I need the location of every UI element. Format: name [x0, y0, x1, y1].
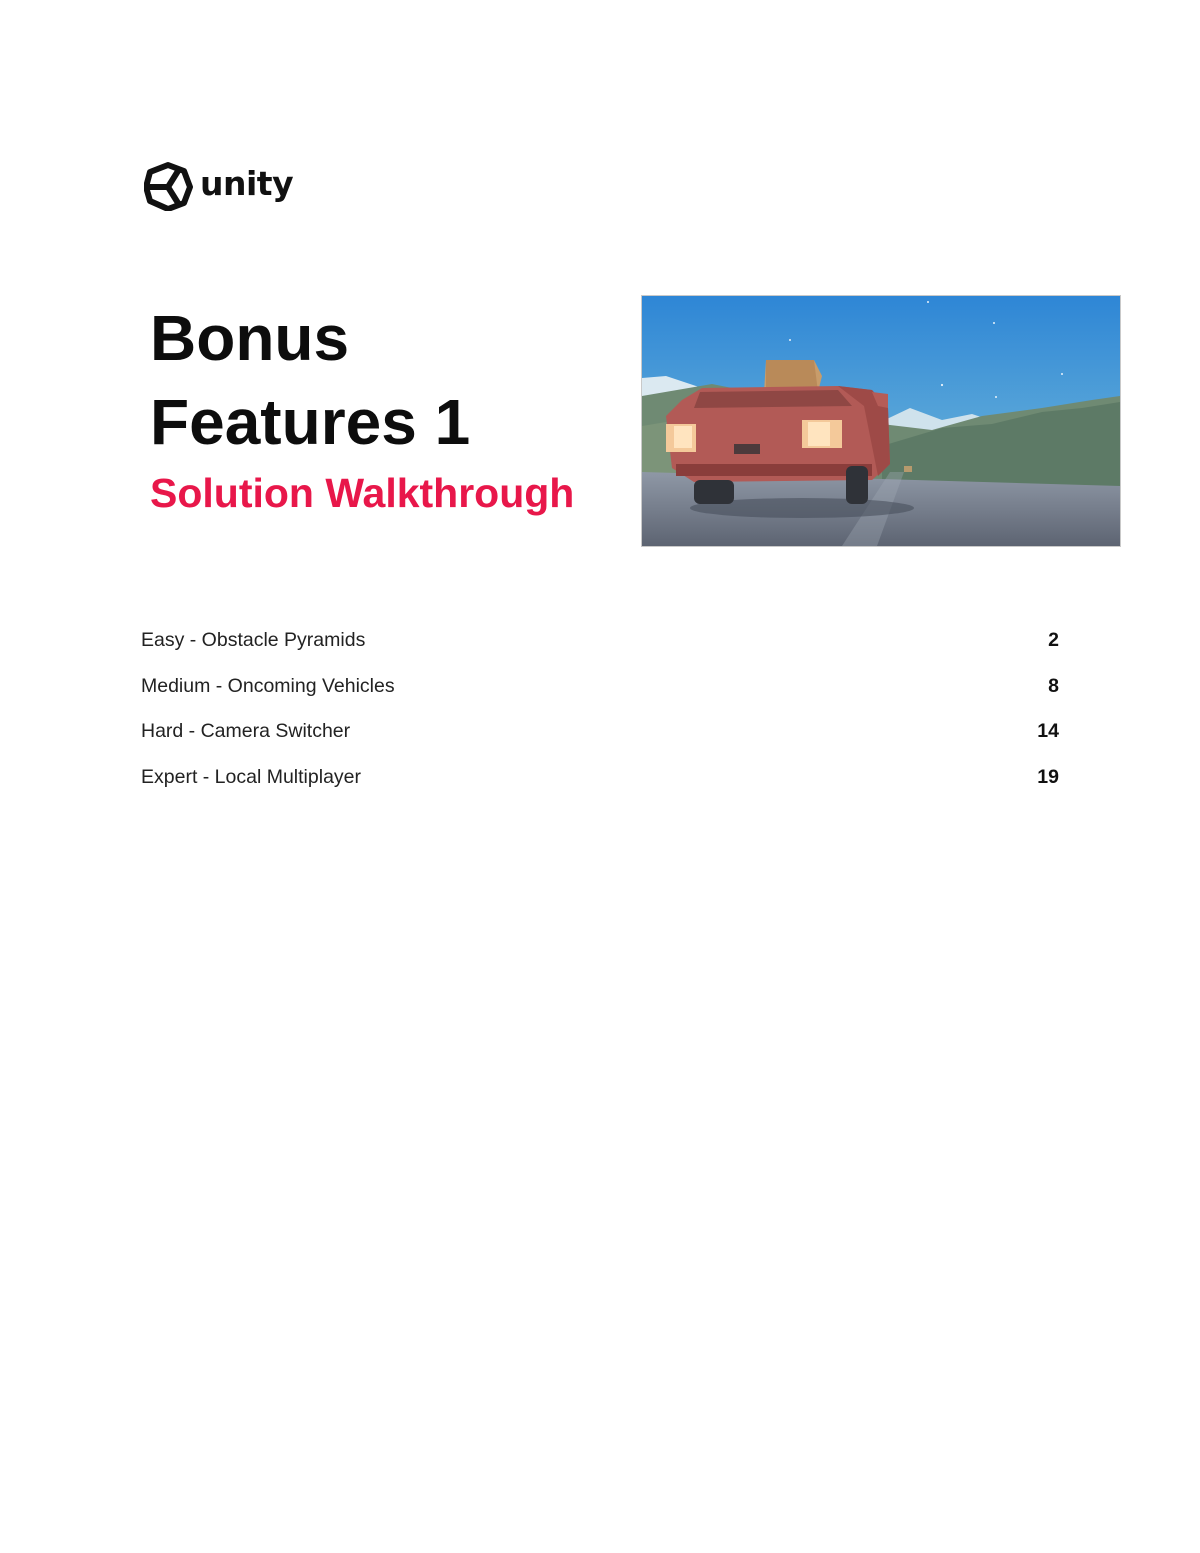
page-title — [150, 296, 470, 464]
toc-page-number: 8 — [1048, 674, 1059, 697]
logo-wordmark: unity — [200, 163, 294, 203]
toc-page-number: 19 — [1037, 766, 1059, 789]
toc-entry-label: Easy - Obstacle Pyramids — [141, 629, 366, 651]
table-of-contents — [141, 622, 1059, 805]
car-on-road-illustration — [642, 296, 1120, 546]
hero-image — [641, 295, 1121, 547]
toc-page-number: 2 — [1048, 629, 1059, 651]
toc-entry-label: Expert - Local Multiplayer — [141, 766, 362, 789]
toc-row[interactable] — [141, 668, 1059, 714]
unity-logo — [144, 160, 293, 212]
title-line-2: Features 1 — [150, 386, 471, 458]
toc-row[interactable] — [141, 713, 1059, 759]
toc-row[interactable] — [141, 622, 1059, 668]
toc-row[interactable] — [141, 759, 1059, 805]
toc-entry-label: Medium - Oncoming Vehicles — [141, 674, 395, 697]
unity-cube-icon — [144, 161, 194, 211]
title-line-1: Bonus — [150, 302, 350, 374]
page-subtitle: Solution Walkthrough — [150, 470, 575, 516]
toc-entry-label: Hard - Camera Switcher — [141, 720, 351, 743]
toc-page-number: 14 — [1037, 720, 1059, 743]
